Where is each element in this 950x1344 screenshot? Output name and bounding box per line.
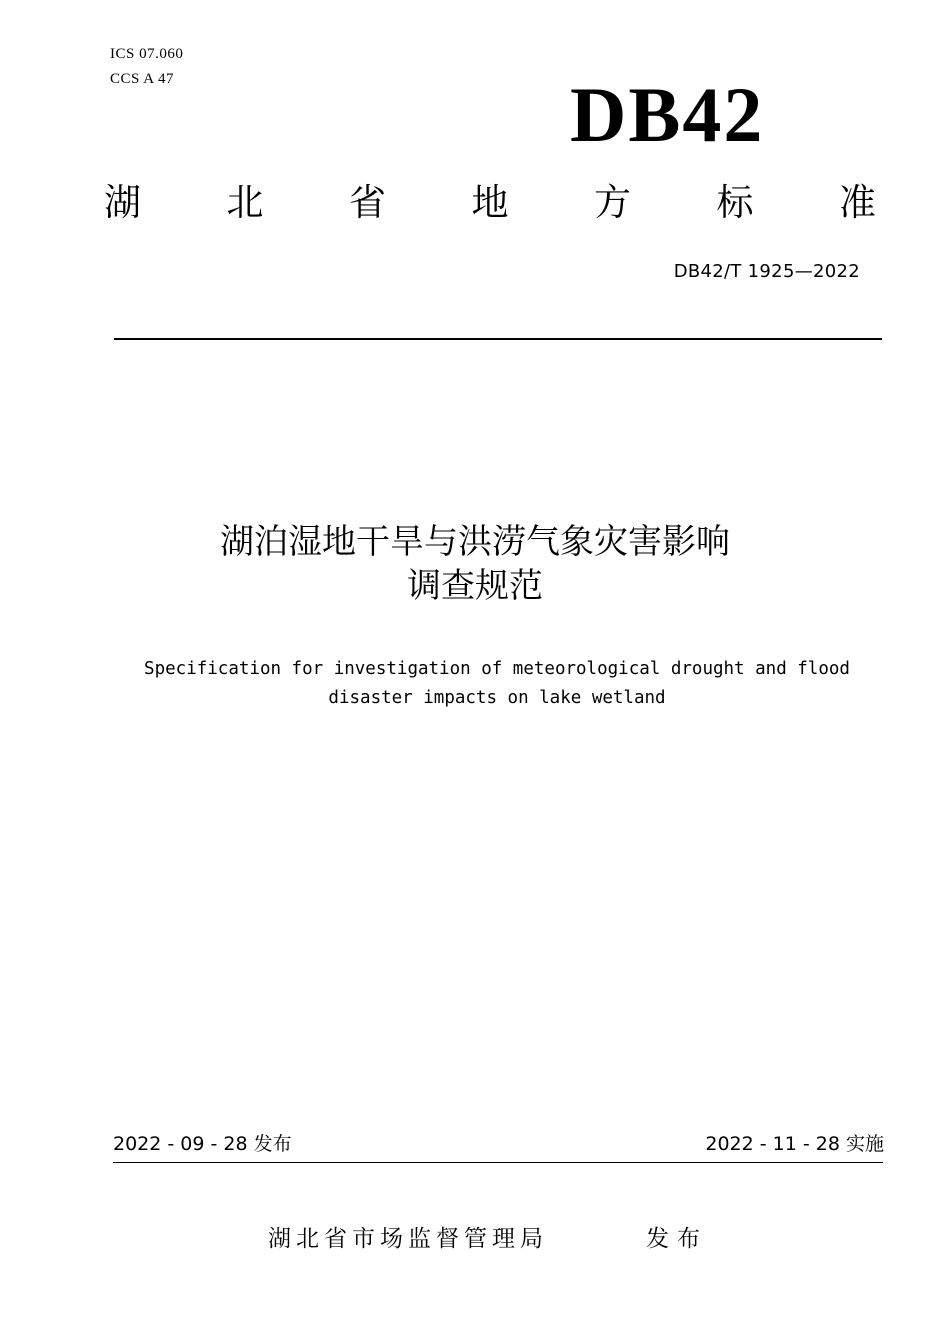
standard-type-char: 省 bbox=[349, 181, 386, 224]
publisher: 湖北省市场监督管理局 bbox=[268, 1226, 548, 1252]
ics-code: ICS 07.060 bbox=[110, 46, 184, 62]
standard-type bbox=[104, 181, 876, 224]
standard-number: DB42/T 1925—2022 bbox=[673, 261, 860, 282]
standard-type-char: 方 bbox=[594, 181, 631, 224]
top-divider bbox=[114, 338, 882, 340]
standard-type-char: 标 bbox=[716, 181, 754, 224]
chinese-title bbox=[0, 520, 950, 608]
implementation-date: 2022 - 11 - 28 实施 bbox=[705, 1133, 884, 1155]
english-title-line-1: Specification for investigation of meteorological drought and flood bbox=[144, 659, 850, 679]
standard-logo: DB42 bbox=[570, 71, 765, 158]
ccs-code: CCS A 47 bbox=[110, 71, 175, 87]
standard-type-char: 地 bbox=[471, 181, 509, 224]
english-title bbox=[0, 655, 950, 713]
standard-type-char: 北 bbox=[226, 181, 264, 224]
publish-label: 发布 bbox=[646, 1226, 708, 1252]
english-title-line-2: disaster impacts on lake wetland bbox=[328, 688, 666, 708]
standard-type-char: 准 bbox=[839, 181, 876, 224]
issue-date: 2022 - 09 - 28 发布 bbox=[113, 1133, 292, 1155]
chinese-title-line-2: 调查规范 bbox=[407, 566, 543, 606]
bottom-divider bbox=[113, 1162, 883, 1163]
chinese-title-line-1: 湖泊湿地干旱与洪涝气象灾害影响 bbox=[220, 522, 730, 562]
standard-type-char: 湖 bbox=[104, 181, 141, 224]
